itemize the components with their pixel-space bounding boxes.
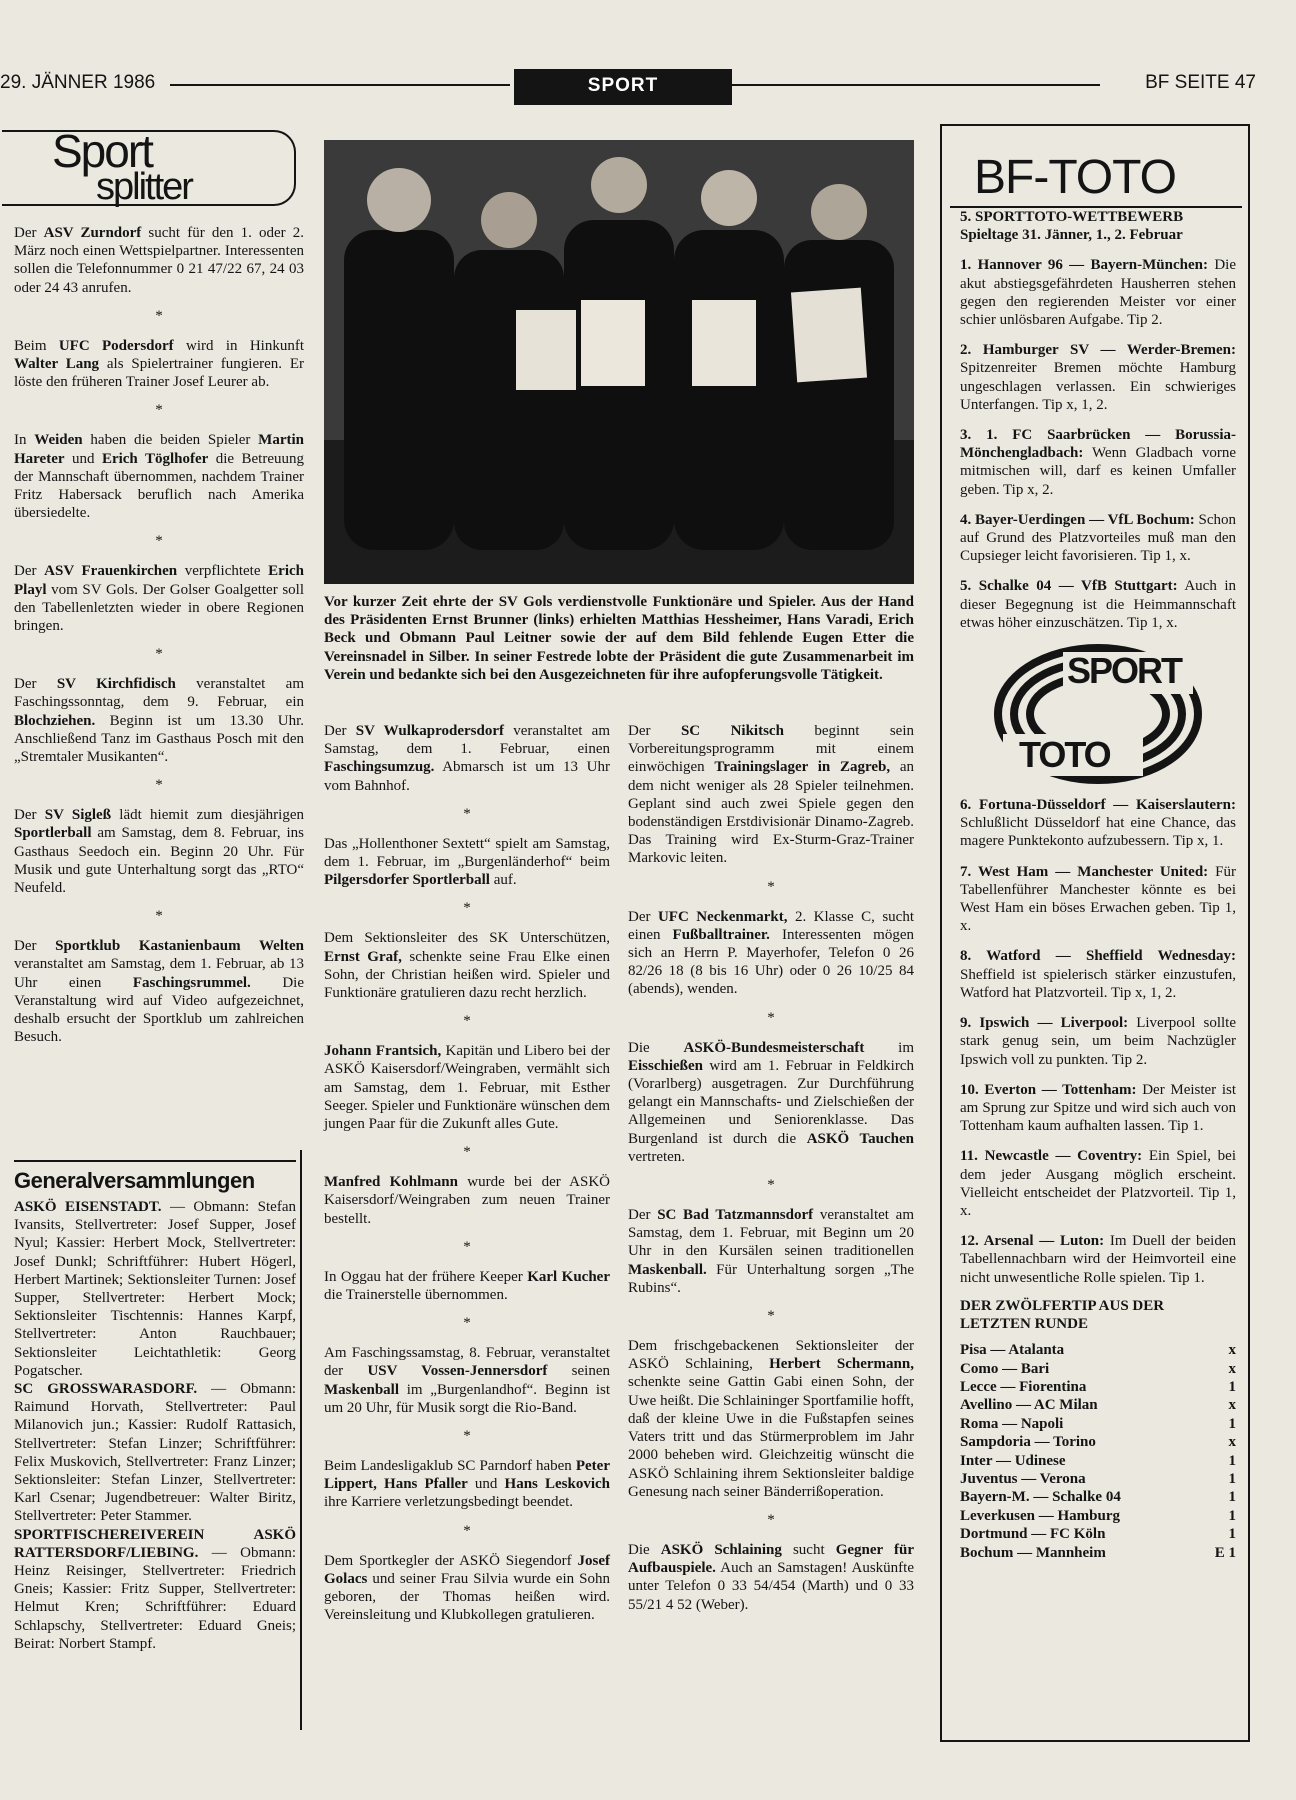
result-match: Juventus — Verona [960,1470,1086,1487]
text-segment: Der [628,908,658,925]
separator-star: * [155,646,163,663]
result-row [960,1341,1236,1359]
article-text [628,1337,914,1501]
result-match: Roma — Napoli [960,1415,1064,1432]
result-tip: x [1228,1434,1236,1451]
separator-star: * [155,908,163,925]
article-text [960,1014,1236,1069]
bold-name: UFC Neckenmarkt, [657,908,788,925]
text-segment: im „Burgenlandhof“. Beginn ist um 20 Uhr, für Musik sorgt die Rio-Band. [324,1381,610,1416]
result-match: Avellino — AC Milan [960,1397,1098,1414]
separator-star: * [767,1308,775,1325]
bold-name: ASV Frauenkirchen [44,563,178,580]
text-segment: Der Meister ist am Sprung zur Spitze und wird sich auch von Tottenham kaum aufhalten lassen. Tip 1. [960,1081,1237,1135]
separator-star: * [463,805,471,822]
text-segment: Liverpool sollte stark genug sein, um beim Nachzügler Ipswich voll zu punkten. Tip 2. [960,1015,1236,1068]
bold-name: 2. Hamburger SV — Werder-Bremen: [960,342,1236,359]
result-tip: 1 [1228,1507,1236,1524]
bold-name: 8. Watford — Sheffield Wednesday: [960,948,1236,965]
page-number: BF SEITE 47 [1145,72,1256,93]
logo-text-sport: SPORT [1067,650,1182,692]
text-segment: seinen [547,1363,610,1380]
separator-star: * [463,900,471,917]
text-segment: Schlußlicht Düsseldorf hat eine Chance, das magere Punktekonto aufzubessern. Tip x, 1. [960,815,1236,850]
bold-name: Karl Kucher [527,1268,610,1285]
bold-name: Martin Hareter [14,432,304,467]
bold-name: 12. Arsenal — Luton: [960,1233,1105,1250]
gv-heading: Generalversammlungen [14,1168,255,1193]
text-segment: — Obmann: Raimund Horvath, Stellvertreter: Paul Milanovich jun.; Kassier: Rudolf Rattasich, Stellvertreter: Stefan Linzer; Schriftführer: Felix Muskovich, Stellvertreter: Franz Linzer; Sektionsleiter: Stefan Linzer, Stellvertreter: Karl Csenar; Jugendbetreuer: Walter Biritz, Stellvertreter: Peter Stammer. [14,1381,296,1525]
article-text [14,337,304,392]
article-text [324,1173,610,1228]
bold-name: 1. Hannover 96 — Bayern-München: [960,257,1208,274]
article-text [14,562,304,635]
bold-name: SV Sigleß [44,807,112,824]
result-match: Lecce — Fiorentina [960,1378,1087,1395]
article-text [14,937,304,1046]
text-segment: Für Unterhaltung sorgen „The Rubins“. [628,1261,914,1296]
bold-name: Blochziehen. [14,712,96,729]
toto-title-bar [950,148,1242,208]
result-match: Bayern-M. — Schalke 04 [960,1489,1121,1506]
title-word-sport: Sport [52,125,152,177]
result-match: Dortmund — FC Köln [960,1526,1106,1543]
bold-name: Faschingsrummel. [132,974,251,991]
text-segment: Dem frischgebackenen Sektionsleiter der ASKÖ Schlaining, [628,1338,914,1373]
text-segment: In Oggau hat der frühere Keeper [324,1268,528,1285]
article-text [14,431,304,522]
separator-star: * [463,1013,471,1030]
result-tip: E 1 [1214,1544,1236,1561]
bold-name: Josef Golacs [324,1552,610,1587]
header-rule-right [730,84,1100,86]
text-segment: wird am 1. Februar in Feldkirch (Vorarlberg) ausgetragen. Zur Durchführung gelangt ein Mannschafts- und Zielschießen der Allgemeinen und Seniorenklasse. Das Burgenland ist durch die [628,1057,914,1147]
article-text [14,675,304,766]
text-segment: In [14,432,35,449]
result-match: Sampdoria — Torino [960,1434,1096,1451]
bold-name: Fußballtrainer. [672,926,770,943]
article-text [960,863,1236,936]
bold-name: Hans Leskovich [504,1476,611,1493]
text-segment: Sheffield ist spielerisch stärker einzustufen, Watford hat Platzvorteil. Tip x, 1, 2. [960,966,1236,1001]
result-row [960,1360,1236,1378]
separator-star: * [463,1428,471,1445]
header-rule-left [170,84,510,86]
bold-name: Erich Töglhofer [101,450,209,467]
article-text [14,1526,296,1653]
article-text [324,1344,610,1417]
article-text [324,835,610,890]
text-segment: Im Duell der beiden Tabellennachbarn wird der Heimvorteil eine nicht unwesentliche Rolle spielen. Tip 1. [960,1233,1236,1286]
text-segment: die Betreuung der Mannschaft übernommen, nachdem Trainer Fritz Habersack beruflich nach Amerika übersiedelte. [14,450,304,522]
separator-star: * [155,777,163,794]
text-segment: Der [628,1207,658,1224]
bold-name: Manfred Kohlmann [324,1174,458,1191]
text-segment: Wenn Gladbach vorne mitmischen will, darf es keinen Umfaller geben. Tip x, 2. [960,445,1236,498]
separator-star: * [767,1511,775,1528]
result-match: Leverkusen — Hamburg [960,1507,1121,1524]
result-tip: 1 [1228,1452,1236,1469]
article-text [960,577,1236,632]
section-label: SPORT [514,69,732,105]
text-segment: vom SV Gols. Der Golser Goalgetter soll den Tabellenletzten wieder in obere Regionen bringen. [14,581,304,635]
text-segment: auf. [489,872,517,889]
toto-heading: 5. SPORTTOTO-WETTBEWERB [960,209,1184,225]
title-word-splitter: splitter [96,166,192,208]
result-row [960,1507,1236,1525]
text-segment: Das „Hollenthoner Sextett“ spielt am Samstag, dem 1. Februar, im „Burgenländerhof“ beim [324,835,610,871]
result-row [960,1415,1236,1433]
bold-name: Faschingsumzug. [324,759,435,776]
separator-star: * [155,533,163,550]
text-segment: und seiner Frau Silvia wurde ein Sohn geboren, der Thomas heißen wird. Vereinsleitung und Klubkollegen gratulieren. [324,1570,610,1624]
issue-date: 29. JÄNNER 1986 [0,72,156,93]
text-segment: veranstaltet am Samstag, dem 1. Februar, mit Beginn um 20 Uhr in den Kursälen seinen traditionellen [628,1207,914,1260]
text-segment: als Spielertrainer fungieren. Er löste den früheren Trainer Josef Leurer ab. [14,356,304,391]
zwoelfertip-heading: DER ZWÖLFERTIP AUS DER LETZTEN RUNDE [960,1297,1165,1332]
bold-name: 3. 1. FC Saarbrücken — Borussia-Mönchengladbach: [960,427,1236,462]
result-tip: 1 [1228,1470,1236,1487]
result-tip: 1 [1228,1526,1236,1543]
article-text [324,1042,610,1133]
article-text [960,947,1236,1002]
article-text [628,908,914,999]
article-text [628,1206,914,1297]
bold-name: 7. West Ham — Manchester United: [960,863,1209,880]
article-text [324,722,610,795]
text-segment: Interessenten mögen sich an Herrn P. Mayerhofer, Telefon 0 26 82/26 18 (8 bis 16 Uhr) oder 0 26 10/25 84 (abends), wenden. [628,926,914,998]
gv-vertical-rule [300,1150,302,1730]
bold-name: Peter Lippert, Hans Pfaller [324,1458,610,1493]
text-segment: Dem Sportkegler der ASKÖ Siegendorf [324,1552,578,1569]
bold-name: UFC Podersdorf [58,337,174,354]
article-text [14,1380,296,1526]
article-text [960,341,1236,414]
bold-name: Maskenball [324,1381,400,1398]
text-segment: im [864,1039,914,1056]
bold-name: 10. Everton — Tottenham: [960,1081,1137,1098]
text-segment: schenkte seine Frau Elke einen Sohn, der Christian heißen wird. Spieler und Funktionäre gratulieren dazu recht herzlich. [324,948,610,1002]
text-segment: Beim Landesligaklub SC Parndorf haben [324,1458,576,1475]
article-text [628,722,914,868]
text-segment: — Obmann: Stefan Ivansits, Stellvertreter: Josef Supper, Josef Nyul; Kassier: Herbert Mock, Stellvertreter: Josef Dunkl; Schriftführer: Hubert Högerl, Herbert Martinek; Sektionsleiter Turnen: Josef Supper, Stellvertreter: Herbert Mock; Sektionsleiter Tischtennis: Hannes Karpf, Stellvertreter: Anton Rauchbauer; Sektionsleiter Leichtathletik: Georg Pogatscher. [14,1199,296,1379]
text-segment: lädt hiemit zum diesjährigen [111,807,304,824]
article-text [324,1457,610,1512]
bold-name: SC Bad Tatzmannsdorf [657,1207,814,1224]
text-segment: Schon auf Grund des Platzvorteiles muß man den Cupsieger leicht favorisieren. Tip 1, x. [960,511,1236,565]
text-segment: wurde bei der ASKÖ Kaisersdorf/Weingraben zum neuen Trainer bestellt. [324,1174,610,1227]
article-text [960,426,1236,499]
result-row [960,1452,1236,1470]
result-tip: 1 [1228,1415,1236,1432]
separator-star: * [767,1009,775,1026]
result-match: Pisa — Atalanta [960,1342,1065,1359]
result-match: Bochum — Mannheim [960,1544,1106,1561]
bold-name: Erich Playl [14,563,304,598]
left-column [14,224,304,1047]
result-match: Inter — Udinese [960,1452,1066,1469]
text-segment: veranstaltet am Samstag, dem 1. Februar, ab 13 Uhr einen [14,956,304,991]
photo-illustration [324,140,914,584]
text-segment: Beim [14,337,59,354]
article-text [628,1541,914,1614]
text-segment: am Samstag, dem 8. Februar, ins Gasthaus Seedoch ein. Beginn 20 Uhr. Für Musik und gute Unterhaltung sorgt das „RTO“ Neufeld. [14,825,304,897]
text-segment: — Obmann: Heinz Reisinger, Stellvertreter: Friedrich Gneis; Kassier: Fritz Supper, Stellvertreter: Helmut Kren; Schriftführer: Eduard Schlapschy, Stellvertreter: Eduard Gneis; Beirat: Norbert Stampf. [14,1544,296,1652]
text-segment: Der [628,723,681,739]
bold-name: Gegner für Aufbauspiele. [628,1541,914,1577]
text-segment: und [64,450,102,467]
bold-name: Sportklub Kastanienbaum Welten [55,938,304,955]
separator-star: * [155,307,163,324]
middle-column [324,722,610,1625]
result-tip: 1 [1228,1378,1236,1395]
text-segment: Abmarsch ist um 13 Uhr vom Bahnhof. [324,759,610,794]
text-segment: Der [14,938,56,955]
bold-name: 4. Bayer-Uerdingen — VfL Bochum: [960,511,1195,528]
text-segment: Die [628,1541,661,1558]
text-segment: Ein Spiel, bei dem jeder Ausgang möglich erscheint. Vielleicht entscheidet der Platzvorteil. Tip 1, x. [960,1148,1236,1219]
bold-name: Eisschießen [628,1057,704,1074]
separator-star: * [463,1144,471,1161]
separator-star: * [767,1177,775,1194]
text-segment: ihre Karriere verletzungsbedingt beendet. [324,1494,574,1511]
toto-spieltage: Spieltage 31. Jänner, 1., 2. Februar [960,227,1183,244]
text-segment: die Trainerstelle übernommen. [324,1287,508,1304]
article-text [960,511,1236,566]
bold-name: 6. Fortuna-Düsseldorf — Kaiserslautern: [960,797,1236,814]
text-segment: veranstaltet am Samstag, dem 1. Februar, einen [324,723,610,758]
result-row [960,1470,1236,1488]
bold-name: Herbert Schermann, [769,1356,914,1373]
text-segment: veranstaltet am Faschingssonntag, dem 9. Februar, ein [14,676,304,711]
gv-entries [14,1198,296,1653]
bold-name: SPORTFISCHEREIVEREIN ASKÖ RATTERSDORF/LIEBING. [14,1526,296,1561]
bold-name: Weiden [34,432,83,449]
toto-tips-second [960,796,1236,1287]
text-segment: Der [14,807,45,824]
sportsplitter-title [2,125,298,208]
text-segment: haben die beiden Spieler [82,432,259,449]
text-segment: Die akut abstiegsgefährdeten Hausherren stehen gegen den regierenden Meister vor einer schier unlösbaren Aufgabe. Tip 2. [960,257,1236,329]
result-row [960,1433,1236,1451]
toto-content [960,208,1236,1562]
bold-name: SV Kirchfidisch [56,676,176,693]
bold-name: Ernst Graf, [324,948,402,965]
result-tip: x [1228,1342,1236,1359]
result-row [960,1378,1236,1396]
article-text [960,1081,1236,1136]
bold-name: Sportlerball [14,825,92,842]
result-row [960,1488,1236,1506]
text-segment: und [467,1476,505,1493]
result-row [960,1525,1236,1543]
photo-caption: Vor kurzer Zeit ehrte der SV Gols verdienstvolle Funktionäre und Spieler. Aus der Hand des Präsidenten Ernst Brunner (links) erhielten Matthias Hessheimer, Hans Varadi, Erich Beck und Obmann Paul Leitner sowie der auf dem Bild fehlende Eugen Etter die Vereinsnadel in Silber. In seiner Festrede lobte der Präsident die gute Zusammenarbeit im Verein und bedankte sich bei den Ausgezeichneten für ihre aufopferungsvolle Tätigkeit. [324,594,914,683]
gv-rule [14,1160,296,1162]
text-segment: beginnt sein Vorbereitungsprogramm mit einem einwöchigen [628,723,914,776]
text-segment: vertreten. [628,1148,686,1165]
result-match: Como — Bari [960,1360,1050,1377]
bold-name: Johann Frantsich, [324,1043,442,1060]
result-tip: x [1228,1397,1236,1414]
logo-text-toto: TOTO [1019,734,1110,776]
text-segment: Beginn ist um 13.30 Uhr. Anschließend Tanz im Gasthaus Posch mit den „Stremtaler Musikanten“. [14,712,304,766]
toto-title: BF-TOTO [974,151,1176,204]
text-segment: sucht für den 1. oder 2. März noch einen Wettspielpartner. Interessenten sollen die Telefonnummer 0 21 47/22 67, 24 03 oder 24 43 anrufen. [14,225,304,296]
separator-star: * [155,402,163,419]
bold-name: SV Wulkaprodersdorf [355,723,504,739]
article-text [960,1232,1236,1287]
article-text [960,256,1236,329]
text-segment: Kapitän und Libero bei der ASKÖ Kaisersdorf/Weingraben, vermählt sich am Samstag, dem 1. Februar, mit Esther Seeger. Spieler und Funktionäre wünschen dem jungen Paar für die Zukunft alles Gute. [324,1043,610,1133]
result-tip: x [1228,1360,1236,1377]
bold-name: SC GROSSWARASDORF. [14,1381,198,1398]
result-row [960,1544,1236,1562]
bold-name: USV Vossen-Jennersdorf [367,1363,548,1380]
text-segment: Der [14,225,44,241]
team-photo [324,140,914,584]
text-segment: Spitzenreiter Bremen möchte Hamburg ungeschlagen verlassen. Ein schwieriges Unterfangen. Tip x, 1, 2. [960,360,1236,413]
text-segment: Die [628,1039,684,1056]
separator-star: * [767,878,775,895]
article-text [628,1039,914,1166]
result-row [960,1396,1236,1414]
bold-name: ASKÖ-Bundesmeisterschaft [683,1039,865,1056]
text-segment: 2. Klasse C, sucht einen [628,908,914,943]
article-text [14,224,304,297]
text-segment: Der [324,723,356,739]
text-segment: Dem Sektionsleiter des SK Unterschützen, [324,930,610,947]
bold-name: 9. Ipswich — Liverpool: [960,1015,1129,1032]
article-text [324,929,610,1002]
article-text [960,1147,1236,1220]
bold-name: ASKÖ Schlaining [660,1541,782,1558]
text-segment: Der [14,563,45,580]
right-column [628,722,914,1614]
bold-name: SC Nikitsch [680,723,784,739]
text-segment: an dem nicht weniger als 28 Spieler teilnehmen. Geplant sind auch zwei Spiele gegen den bodenständigen Erstdivisionär Dinamo-Zagreb. Das Training wird Ex-Sturm-Graz-Trainer Markovic leiten. [628,759,914,867]
text-segment: Am Faschingssamstag, 8. Februar, veranstaltet der [324,1345,610,1380]
bold-name: ASKÖ Tauchen [806,1130,914,1147]
text-segment: Auch in dieser Begegnung ist die Heimmannschaft etwas höher einzuschätzen. Tip 1, x. [960,578,1236,631]
bold-name: Trainingslager in Zagreb, [714,759,891,776]
generalversammlungen [14,1168,296,1653]
text-segment: sucht [781,1541,836,1558]
bold-name: Walter Lang [14,356,100,373]
bold-name: 5. Schalke 04 — VfB Stuttgart: [960,578,1178,595]
separator-star: * [463,1238,471,1255]
text-segment: verpflichtete [177,563,269,580]
text-segment: schenkte seine Gattin Gabi einen Sohn, der Uwe heißt. Die Schlaininger Sportfamilie hofft, daß der kleine Uwe in die Fußstapfen seines Vaters tritt und das Stürmerproblem im Jahr 2000 beheben wird. Gleichzeitig wünscht die ASKÖ Schlaining ihrem Sektionsleiter baldige Genesung nach seiner Bänderrißoperation. [628,1374,914,1500]
text-segment: Für Tabellenführer Manchester könnte es bei West Ham ein böses Erwachen geben. Tip 1, x. [960,863,1237,935]
bold-name: Maskenball. [628,1261,707,1278]
article-text [324,1268,610,1304]
bold-name: Pilgersdorfer Sportlerball [324,872,490,889]
text-segment: Der [14,676,57,693]
zwoelfertip-table [960,1341,1236,1562]
article-text [960,796,1236,851]
article-text [14,1198,296,1380]
article-text [324,1552,610,1625]
text-segment: Die Veranstaltung wird auf Video aufgezeichnet, deshalb ersucht der Sportklub um zahlreichen Besuch. [14,974,304,1046]
toto-tips-first [960,256,1236,632]
article-text [14,806,304,897]
text-segment: wird in Hinkunft [173,337,305,354]
bold-name: ASV Zurndorf [43,225,142,241]
text-segment: Auch an Samstagen! Auskünfte unter Telefon 0 33 54/454 (Marth) und 0 33 55/21 4 52 (Weber). [628,1560,914,1613]
sporttoto-logo [993,644,1203,784]
result-tip: 1 [1228,1489,1236,1506]
separator-star: * [463,1522,471,1539]
separator-star: * [463,1315,471,1332]
bold-name: 11. Newcastle — Coventry: [960,1148,1143,1165]
bold-name: ASKÖ EISENSTADT. [14,1199,162,1215]
